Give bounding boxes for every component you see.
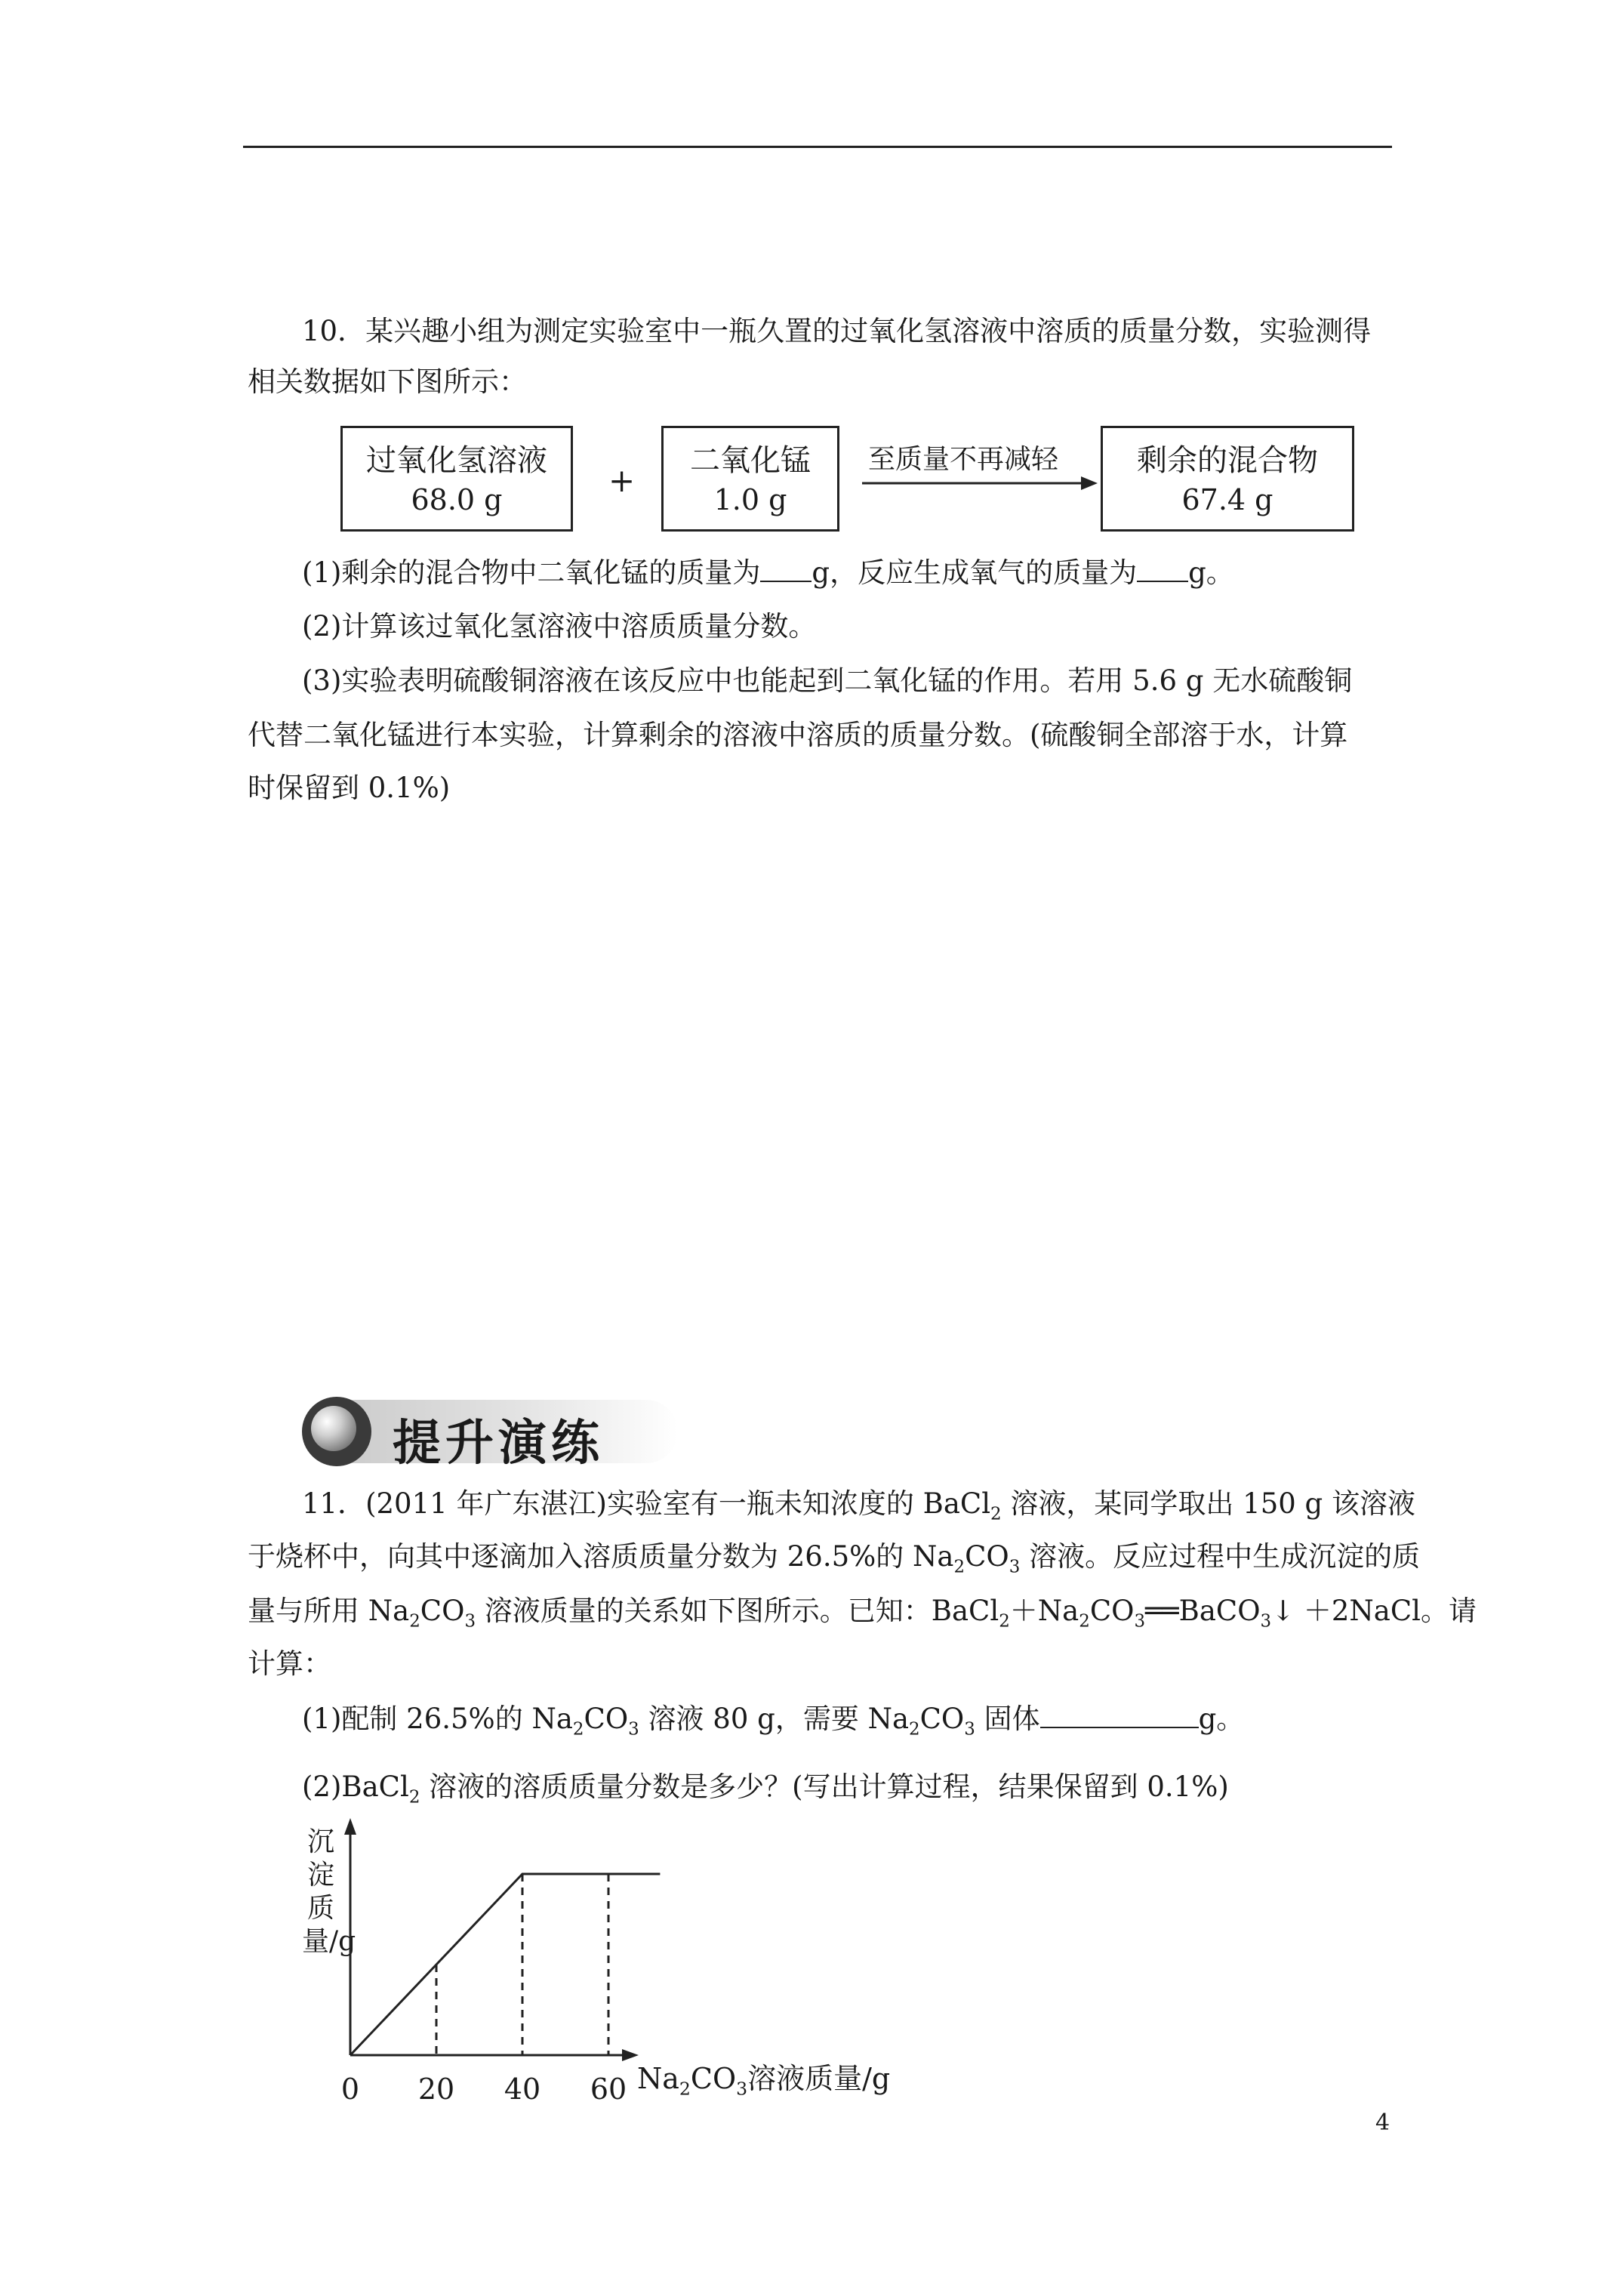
- header-rule: [243, 146, 1392, 148]
- box-manganese-dioxide: [661, 426, 839, 532]
- x-tick-label-20: 20: [417, 2073, 455, 2106]
- box-remaining-mixture: [1101, 426, 1354, 532]
- q10-sub3-line1: (3)实验表明硫酸铜溶液在该反应中也能起到二氧化锰的作用。若用 5.6 g 无水硫酸铜: [302, 664, 1353, 697]
- box3-mass: 67.4 g: [1181, 483, 1273, 516]
- arrow-label: 至质量不再减轻: [868, 444, 1059, 475]
- q10-sub3-line2: 代替二氧化锰进行本实验，计算剩余的溶液中溶质的质量分数。(硫酸铜全部溶于水，计算: [248, 719, 1348, 751]
- answer-blank-oxygen[interactable]: [1137, 581, 1188, 582]
- y-axis-arrow: [344, 1818, 356, 1835]
- x-tick-label-0: 0: [340, 2073, 360, 2106]
- q11-sub1: (1)配制 26.5%的 $Na_2CO_3$ 溶液 80 g，需要 $Na_2CO_3$ 固体 g。: [302, 1703, 1245, 1740]
- q10-line1: 10．某兴趣小组为测定实验室中一瓶久置的过氧化氢溶液中溶质的质量分数，实验测得: [302, 315, 1372, 347]
- q11-line3: 量与所用 $Na_2CO_3$ 溶液质量的关系如下图所示。已知：$BaCl_2+Na_2CO_3══BaCO_3↓$ ＋2NaCl。请: [248, 1595, 1477, 1632]
- box-hydrogen-peroxide: [340, 426, 573, 532]
- q11-sub2: (2)BaCl$_2$ 溶液的溶质质量分数是多少？(写出计算过程，结果保留到 0.1%): [302, 1771, 1229, 1808]
- plus-sign: +: [608, 462, 636, 499]
- q11-line2: 于烧杯中，向其中逐滴加入溶质质量分数为 26.5%的 $Na_2CO_3$ 溶液。反应过程中生成沉淀的质: [248, 1540, 1421, 1577]
- chart-xlabel: $Na_2CO_3$溶液质量/g: [637, 2062, 891, 2100]
- box2-mass: 1.0 g: [713, 483, 787, 516]
- x-tick-label-40: 40: [504, 2073, 541, 2106]
- section-title: 提升演练: [393, 1416, 604, 1472]
- series-line: [350, 1874, 660, 2055]
- x-axis-arrow: [622, 2049, 639, 2061]
- box3-name: 剩余的混合物: [1137, 443, 1318, 478]
- q10-sub2: (2)计算该过氧化氢溶液中溶质质量分数。: [302, 610, 817, 643]
- q10-sub3-line3: 时保留到 0.1%): [248, 772, 451, 804]
- q10-line2: 相关数据如下图所示：: [248, 365, 527, 398]
- box2-name: 二氧化锰: [690, 443, 811, 478]
- q11-line1: 11．(2011 年广东湛江)实验室有一瓶未知浓度的 BaCl$_2$ 溶液，某同学取出 150 g 该溶液: [302, 1487, 1415, 1524]
- box1-mass: 68.0 g: [411, 483, 503, 516]
- chart-ylabel: 沉淀质量/g: [302, 1826, 356, 1957]
- q10-sub1: (1)剩余的混合物中二氧化锰的质量为 g，反应生成氧气的质量为 g。: [302, 556, 1234, 589]
- answer-blank-mno2[interactable]: [760, 581, 812, 582]
- answer-blank-na2co3[interactable]: [1040, 1727, 1199, 1728]
- page-number: 4: [1375, 2110, 1390, 2136]
- reaction-arrow: [861, 474, 1102, 492]
- q11-line4: 计算：: [248, 1647, 331, 1680]
- box1-name: 过氧化氢溶液: [366, 443, 547, 478]
- x-tick-label-60: 60: [590, 2073, 627, 2106]
